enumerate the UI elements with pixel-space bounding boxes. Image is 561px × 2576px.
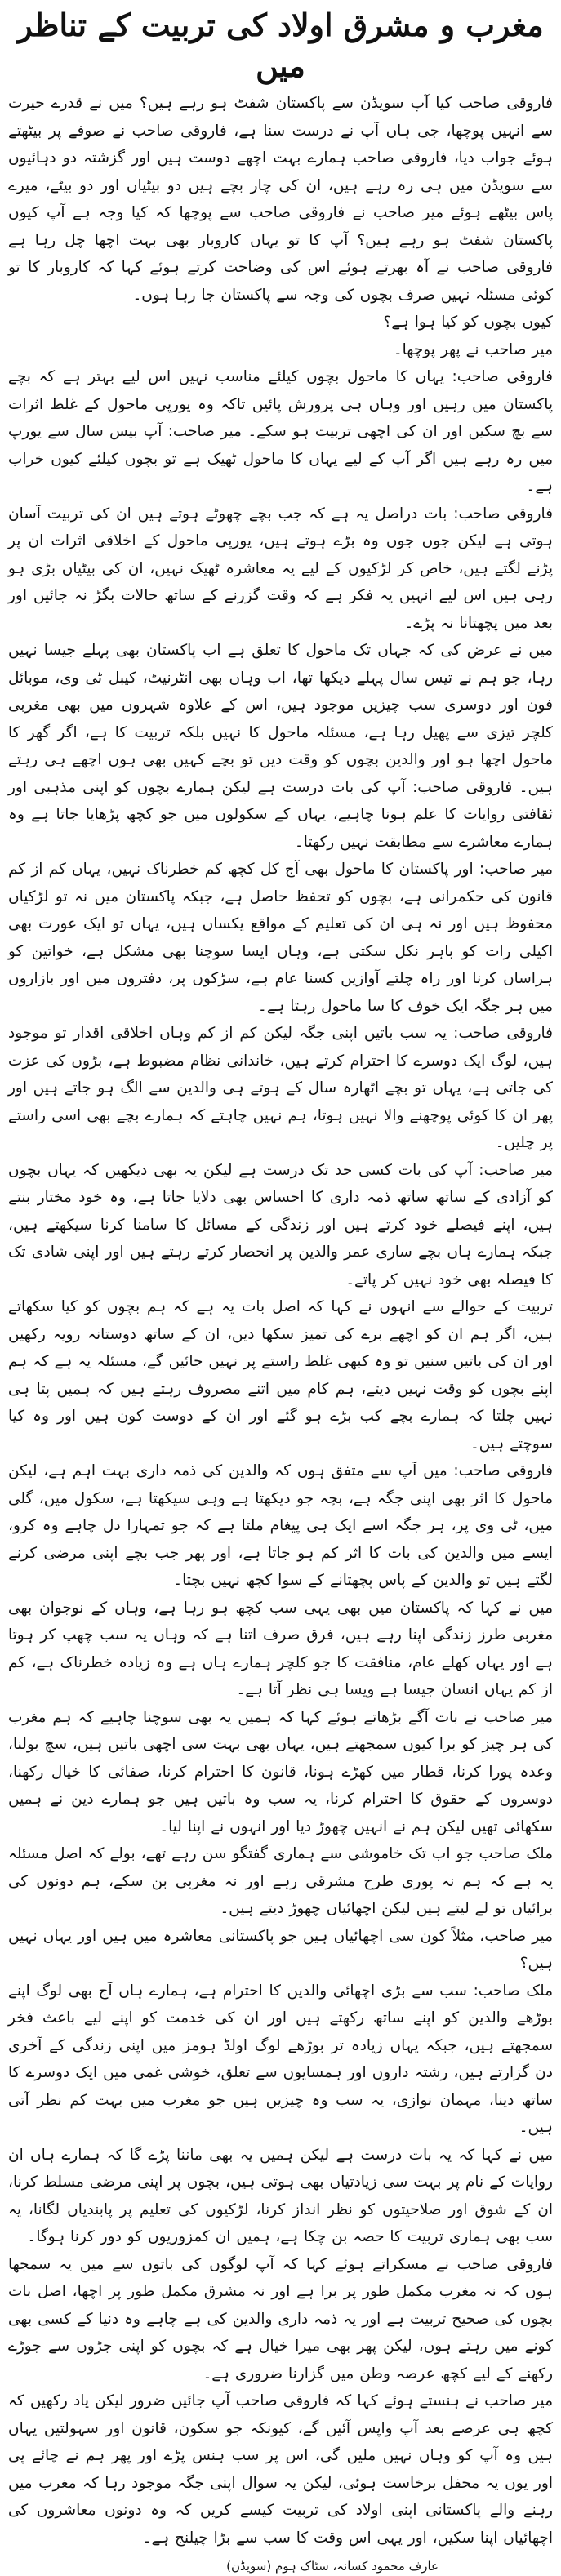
paragraph: میں نے کہا کہ یہ بات درست ہے لیکن ہمیں یہ بھی ماننا پڑے گا کہ ہمارے ہاں ان روایات کے نام پر بہت سی زیادتیاں بھی ہوتی ہیں، بچوں پر اپنی مرضی مسلط کرنا، ان کے شوق اور صلاحیتوں کو نظر انداز کرنا، لڑکیوں کی تعلیم پر پابندیاں لگانا، یہ سب بھی ہماری تربیت کا حصہ بن چکا ہے، ہمیں ان کمزوریوں کو دور کرنا ہوگا۔ — [8, 2146, 553, 2245]
paragraph: میر صاحب نے ہنستے ہوئے کہا کہ فاروقی صاحب آپ جائیں ضرور لیکن یاد رکھیں کہ کچھ ہی عرصے بعد آپ واپس آئیں گے، کیونکہ جو سکون، قانون اور سہولتیں یہاں ہیں وہ آپ کو وہاں نہیں ملیں گی، اس پر سب ہنس پڑے اور پھر ہم نے چائے پی اور یوں یہ محفل برخاست ہوئی، لیکن یہ سوال اپنی جگہ موجود رہا کہ مغرب میں رہنے والے پاکستانی اپنی اولاد کی تربیت کیسے کریں کہ وہ دونوں معاشروں کی اچھائیاں اپنا سکیں، اور یہی اس وقت کا سب سے بڑا چیلنج ہے۔ — [8, 2392, 553, 2547]
paragraph: میر صاحب نے بات آگے بڑھاتے ہوئے کہا کہ ہمیں یہ بھی سوچنا چاہیے کہ ہم مغرب کی ہر چیز کو برا کیوں سمجھتے ہیں، یہاں بھی بہت سی اچھی باتیں ہیں، سچ بولنا، وعدہ پورا کرنا، قطار میں کھڑے ہونا، قانون کا احترام کرنا، صفائی کا خیال رکھنا، دوسروں کے حقوق کا احترام کرنا، یہ سب وہ باتیں ہیں جو ہمارے دین نے ہمیں سکھائی تھیں لیکن ہم نے انہیں چھوڑ دیا اور انہوں نے اپنا لیا۔ — [8, 1708, 553, 1835]
paragraph: میر صاحب، مثلاً کون سی اچھائیاں ہیں جو پاکستانی معاشرہ میں ہیں اور یہاں نہیں ہیں؟ — [8, 1927, 553, 1972]
article-body — [8, 90, 553, 2552]
paragraph: میں نے کہا کہ پاکستان میں بھی یہی سب کچھ ہو رہا ہے، وہاں کے نوجوان بھی مغربی طرز زندگی اپنا رہے ہیں، فرق صرف اتنا ہے کہ وہاں یہ سب چھپ کر ہوتا ہے اور یہاں کھلے عام، منافقت کا جو کلچر ہمارے ہاں ہے وہ زیادہ خطرناک ہے، کم از کم یہاں انسان جیسا ہے ویسا ہی نظر آتا ہے۔ — [8, 1599, 553, 1698]
paragraph: تربیت کے حوالے سے انہوں نے کہا کہ اصل بات یہ ہے کہ ہم بچوں کو کیا سکھاتے ہیں، اگر ہم ان کو اچھے برے کی تمیز سکھا دیں، ان کے ساتھ دوستانہ رویہ رکھیں اور ان کی باتیں سنیں تو وہ کبھی غلط راستے پر نہیں جائیں گے، مسئلہ یہ ہے کہ ہم اپنے بچوں کو وقت نہیں دیتے، ہم کام میں اتنے مصروف رہتے ہیں کہ ہمیں پتا ہی نہیں چلتا کہ ہمارے بچے کب بڑے ہو گئے اور ان کے دوست کون ہیں اور وہ کیا سوچتے ہیں۔ — [8, 1298, 553, 1453]
paragraph: فاروقی صاحب: یہ سب باتیں اپنی جگہ لیکن کم از کم وہاں اخلاقی اقدار تو موجود ہیں، لوگ ایک دوسرے کا احترام کرتے ہیں، خاندانی نظام مضبوط ہے، بڑوں کی عزت کی جاتی ہے، یہاں تو بچے اٹھارہ سال کے ہوتے ہی والدین سے الگ ہو جاتے ہیں اور پھر ان کا کوئی پوچھنے والا نہیں ہوتا، ہم نہیں چاہتے کہ ہمارے بچے بھی اسی راستے پر چلیں۔ — [8, 1025, 553, 1151]
byline: عارف محمود کسانہ، سٹاک ہوم (سویڈن) — [226, 2559, 439, 2574]
headline: مغرب و مشرق اولاد کی تربیت کے تناظر میں — [17, 7, 544, 84]
paragraph: ملک صاحب جو اب تک خاموشی سے ہماری گفتگو سن رہے تھے، بولے کہ اصل مسئلہ یہ ہے کہ ہم نہ پوری طرح مشرقی رہے اور نہ مغربی بن سکے، ہم دونوں کی برائیاں تو لے لیتے ہیں لیکن اچھائیاں چھوڑ دیتے ہیں۔ — [8, 1845, 553, 1917]
paragraph: فاروقی صاحب: میں آپ سے متفق ہوں کہ والدین کی ذمہ داری بہت اہم ہے، لیکن ماحول کا اثر بھی اپنی جگہ ہے، بچہ جو دیکھتا ہے وہی سیکھتا ہے، سکول میں، گلی میں، ٹی وی پر، ہر جگہ اسے ایک ہی پیغام ملتا ہے کہ جو تمہارا دل چاہے وہ کرو، ایسے میں والدین کی بات کا اثر کم ہو جاتا ہے، اور پھر جب بچے اپنی مرضی کرنے لگتے ہیں تو والدین کے پاس پچھتانے کے سوا کچھ نہیں بچتا۔ — [8, 1462, 553, 1589]
paragraph: میر صاحب: آپ کی بات کسی حد تک درست ہے لیکن یہ بھی دیکھیں کہ یہاں بچوں کو آزادی کے ساتھ ساتھ ذمہ داری کا احساس بھی دلایا جاتا ہے، وہ خود مختار بنتے ہیں، اپنے فیصلے خود کرتے ہیں اور زندگی کے مسائل کا سامنا کرنا سیکھتے ہیں، جبکہ ہمارے ہاں بچے ساری عمر والدین پر انحصار کرتے رہتے ہیں اور اپنی شادی تک کا فیصلہ بھی خود نہیں کر پاتے۔ — [8, 1161, 553, 1288]
paragraph: فاروقی صاحب: یہاں کا ماحول بچوں کیلئے مناسب نہیں اس لیے بہتر ہے کہ بچے پاکستان میں رہیں اور وہاں ہی پرورش پائیں تاکہ وہ یورپی ماحول کے غلط اثرات سے بچ سکیں اور ان کی اچھی تربیت ہو سکے۔ میر صاحب: آپ بیس سال سے یورپ میں رہ رہے ہیں اگر آپ کے لیے یہاں کا ماحول ٹھیک ہے تو بچوں کیلئے کیوں خراب ہے۔ — [8, 368, 553, 495]
paragraph: ملک صاحب: سب سے بڑی اچھائی والدین کا احترام ہے، ہمارے ہاں آج بھی لوگ اپنے بوڑھے والدین کو اپنے ساتھ رکھتے ہیں اور ان کی خدمت کو اپنے لیے باعث فخر سمجھتے ہیں، جبکہ یہاں زیادہ تر بوڑھے لوگ اولڈ ہومز میں اپنی زندگی کے آخری دن گزارتے ہیں، رشتہ داروں اور ہمسایوں سے تعلق، خوشی غمی میں ایک دوسرے کا ساتھ دینا، مہمان نوازی، یہ سب وہ چیزیں ہیں جو مغرب میں بہت کم نظر آتی ہیں۔ — [8, 1982, 553, 2136]
paragraph: کیوں بچوں کو کیا ہوا ہے؟ — [383, 314, 553, 331]
paragraph: میں نے عرض کی کہ جہاں تک ماحول کا تعلق ہے اب پاکستان بھی پہلے جیسا نہیں رہا، جو ہم نے تیس سال پہلے دیکھا تھا، اب وہاں بھی انٹرنیٹ، کیبل ٹی وی، موبائل فون اور دوسری سب چیزیں موجود ہیں، اس کے علاوہ شہروں میں بھی مغربی کلچر تیزی سے پھیل رہا ہے، مسئلہ ماحول کا نہیں بلکہ تربیت کا ہے، اگر گھر کا ماحول اچھا ہو اور والدین بچوں کو وقت دیں تو بچے کہیں بھی ہوں اچھے ہی رہتے ہیں۔ فاروقی صاحب: آپ کی بات درست ہے لیکن ہمارے بچوں کو اپنی مذہبی اور ثقافتی روایات کا علم ہونا چاہیے، یہاں کے سکولوں میں جو کچھ پڑھایا جاتا ہے وہ ہمارے معاشرے سے مطابقت نہیں رکھتا۔ — [8, 642, 553, 851]
paragraph: فاروقی صاحب کیا آپ سویڈن سے پاکستان شفٹ ہو رہے ہیں؟ میں نے قدرے حیرت سے انہیں پوچھا، جی ہاں آپ نے درست سنا ہے، فاروقی صاحب نے صوفے پر بیٹھتے ہوئے جواب دیا، فاروقی صاحب ہمارے بہت اچھے دوست ہیں اور گزشتہ دو دہائیوں سے سویڈن میں ہی رہ رہے ہیں، ان کی چار بچے ہیں دو بیٹیاں اور دو بیٹے، میرے پاس بیٹھے ہوئے میر صاحب نے فاروقی صاحب سے پوچھا کہ کیا وجہ ہے آپ کیوں پاکستان شفٹ ہو رہے ہیں؟ آپ کا تو یہاں کاروبار بھی بہت اچھا چل رہا ہے فاروقی صاحب نے آہ بھرتے ہوئے اس کی وضاحت کرتے ہوئے کہا کہ کاروبار کا تو کوئی مسئلہ نہیں صرف بچوں کی وجہ سے پاکستان جا رہا ہوں۔ — [8, 95, 553, 304]
paragraph: فاروقی صاحب: بات دراصل یہ ہے کہ جب بچے چھوٹے ہوتے ہیں ان کی تربیت آسان ہوتی ہے لیکن جوں جوں وہ بڑے ہوتے ہیں، یورپی ماحول کے اخلاقی اثرات ان پر پڑنے لگتے ہیں، خاص کر لڑکیوں کے لیے یہ معاشرہ ٹھیک نہیں، ان کی بیٹیاں بڑی ہو رہی ہیں اس لیے انہیں یہ فکر ہے کہ وقت گزرنے کے ساتھ حالات بگڑ نہ جائیں اور بعد میں پچھتانا نہ پڑے۔ — [8, 505, 553, 632]
paragraph: فاروقی صاحب نے مسکراتے ہوئے کہا کہ آپ لوگوں کی باتوں سے میں یہ سمجھا ہوں کہ نہ مغرب مکمل طور پر برا ہے اور نہ مشرق مکمل طور پر اچھا، اصل بات بچوں کی صحیح تربیت ہے اور یہ ذمہ داری والدین کی ہے چاہے وہ دنیا کے کسی بھی کونے میں رہتے ہوں، لیکن پھر بھی میرا خیال ہے کہ بچوں کو اپنی جڑوں سے جوڑے رکھنے کے لیے کچھ عرصہ وطن میں گزارنا ضروری ہے۔ — [8, 2255, 553, 2382]
paragraph: میر صاحب نے پھر پوچھا۔ — [393, 340, 553, 358]
paragraph: میر صاحب: اور پاکستان کا ماحول بھی آج کل کچھ کم خطرناک نہیں، یہاں کم از کم قانون کی حکمرانی ہے، بچوں کو تحفظ حاصل ہے، جبکہ پاکستان میں نہ تو لڑکیاں محفوظ ہیں اور نہ ہی ان کی تعلیم کے مواقع یکساں ہیں، یہاں تو ایک عورت بھی اکیلی رات کو باہر نکل سکتی ہے، وہاں ایسا سوچنا بھی مشکل ہے، خواتین کو ہراساں کرنا اور راہ چلتے آوازیں کسنا عام ہے، سڑکوں پر، دفتروں میں اور بازاروں میں ہر جگہ ایک خوف کا سا ماحول رہتا ہے۔ — [8, 861, 553, 1015]
